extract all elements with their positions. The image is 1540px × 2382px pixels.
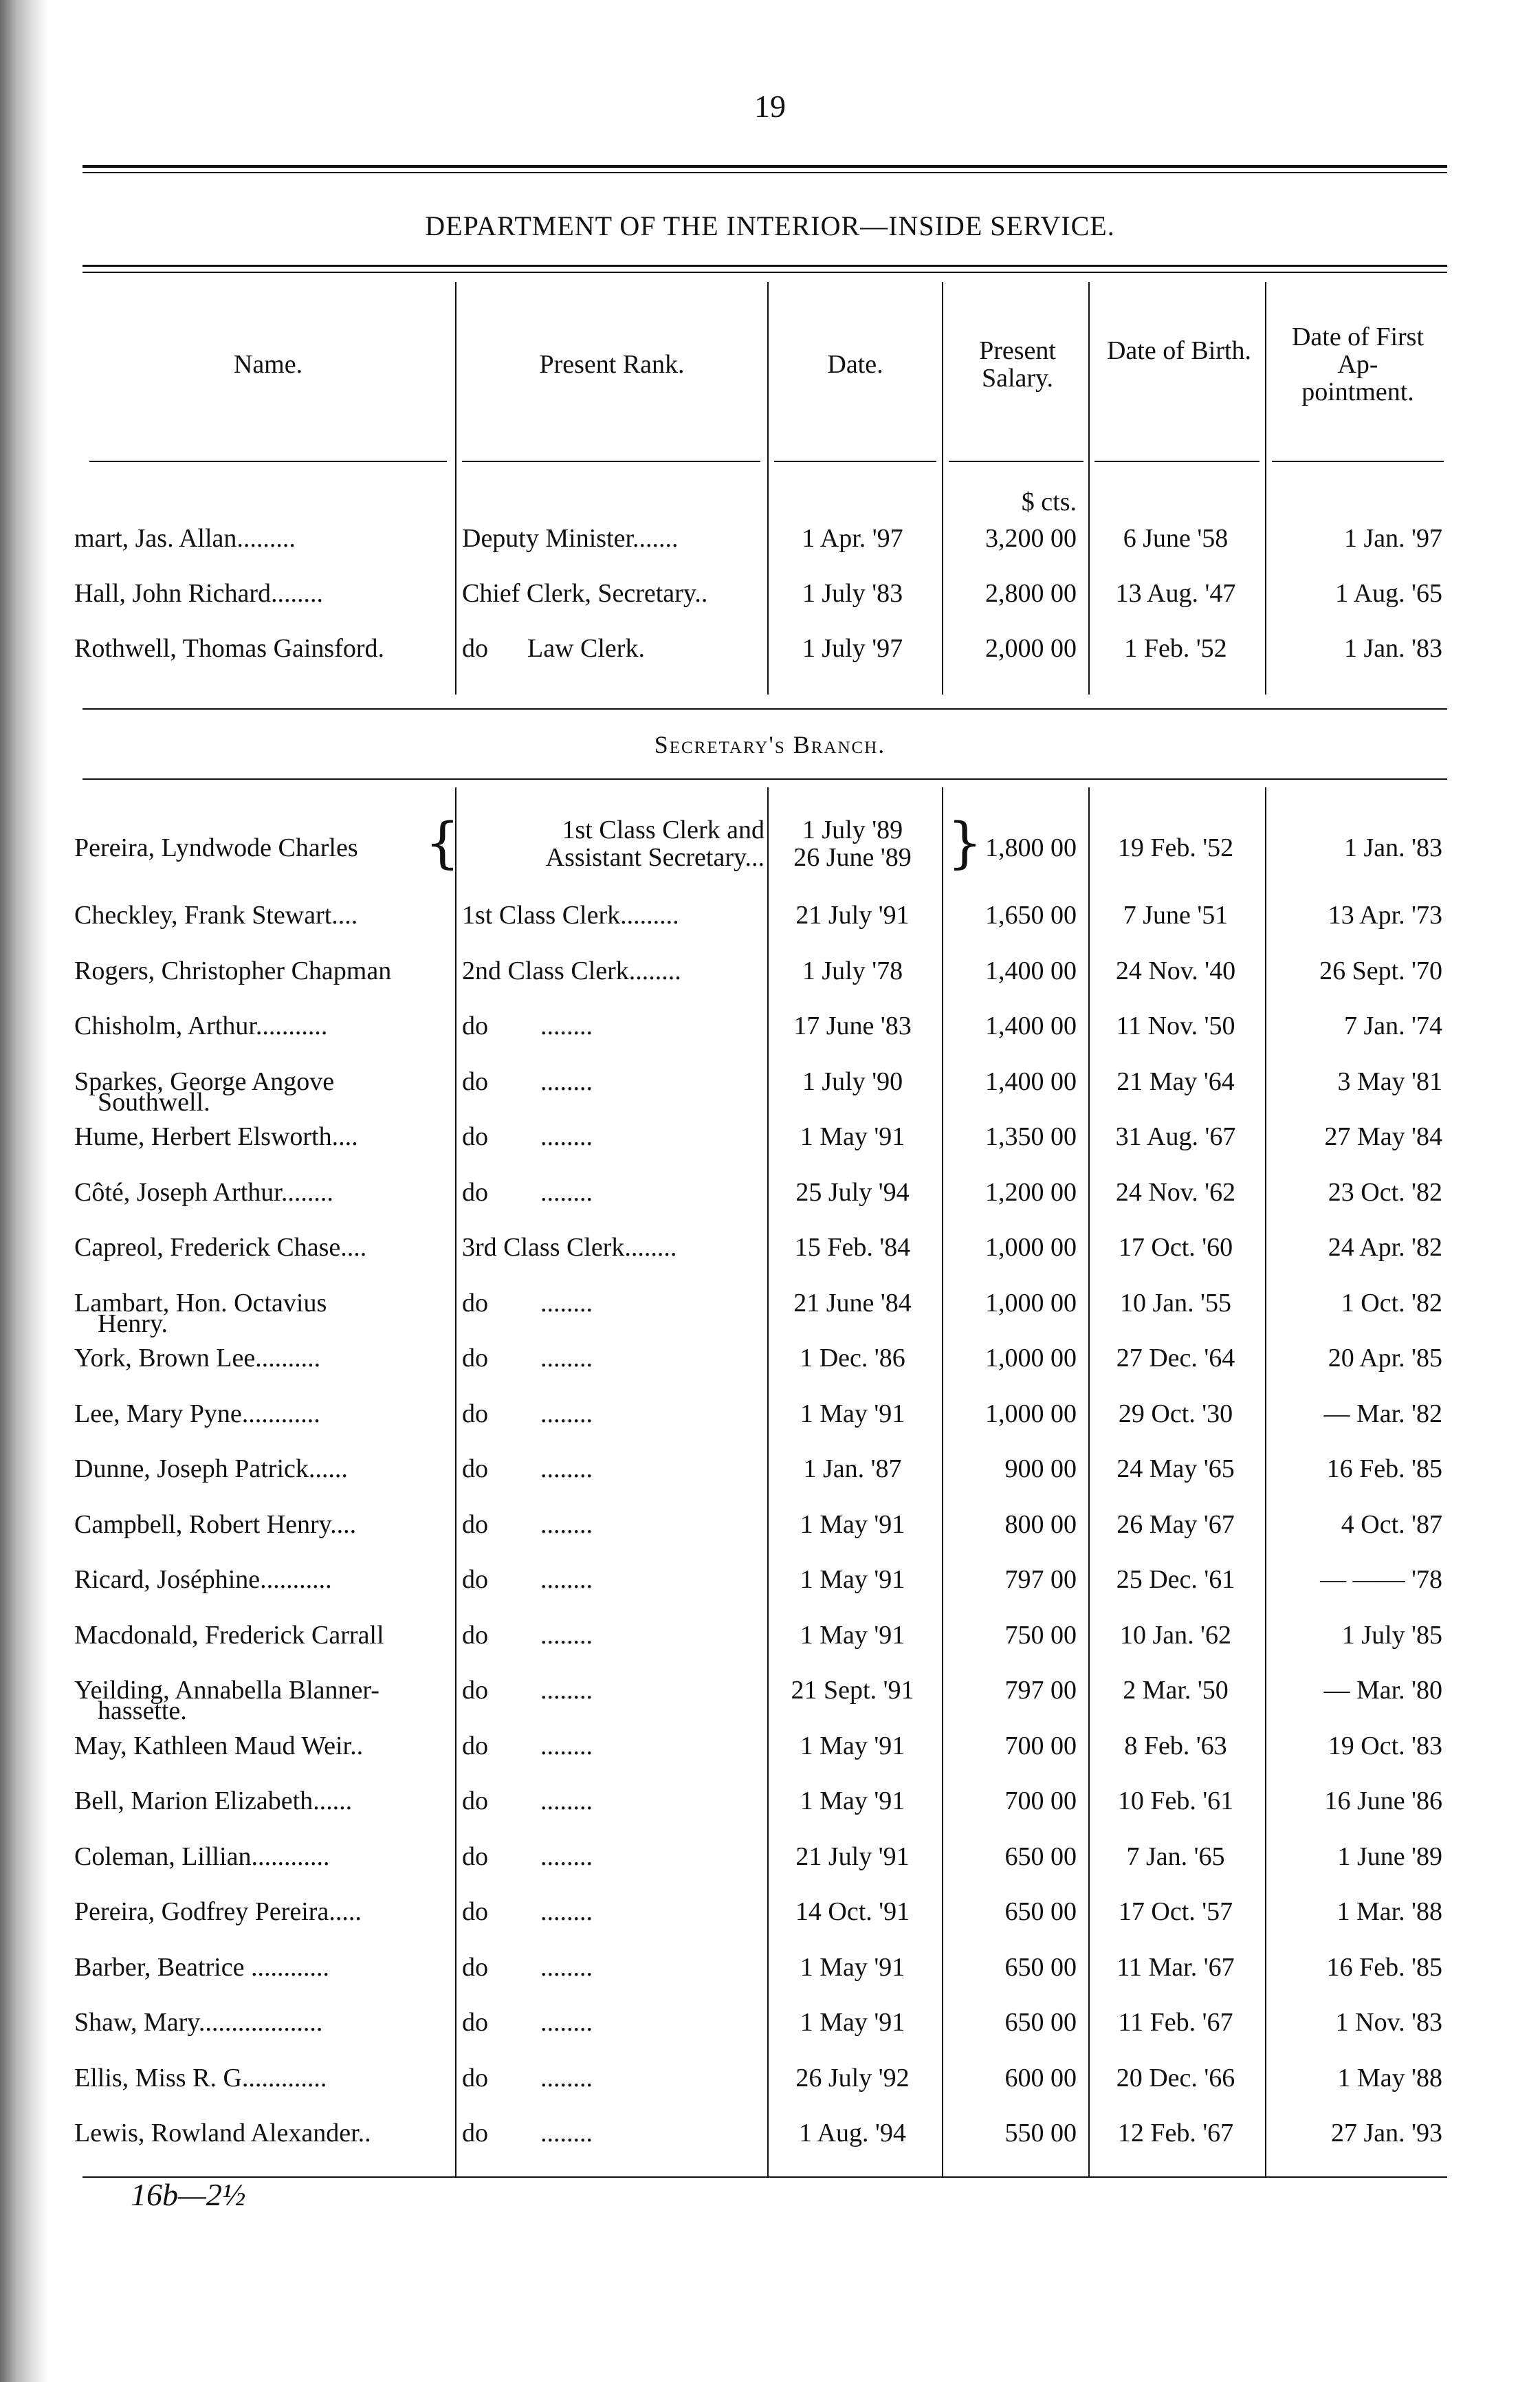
cell-date: 1 July '97 xyxy=(802,634,903,663)
cell-date: 1 Jan. '87 xyxy=(803,1454,902,1483)
cell-rank: do ........ xyxy=(462,1731,593,1760)
header-underline xyxy=(1094,461,1260,462)
cell-appointment: 1 June '89 xyxy=(1337,1842,1442,1871)
header-rule xyxy=(82,265,1447,267)
cell-appointment: 27 May '84 xyxy=(1324,1122,1442,1151)
cell-name: York, Brown Lee.......... xyxy=(74,1344,321,1373)
cell-rank: do ........ xyxy=(462,1565,593,1594)
cell-rank: do ........ xyxy=(462,1344,593,1373)
table-row xyxy=(0,1842,1540,1897)
cell-birth: 27 Dec. '64 xyxy=(1116,1344,1235,1373)
table-row xyxy=(0,1012,1540,1067)
cell-birth: 10 Jan. '55 xyxy=(1119,1289,1231,1318)
footer-signature: 16b—2½ xyxy=(131,2177,246,2212)
cell-name: Shaw, Mary................... xyxy=(74,2008,323,2037)
cell-birth: 17 Oct. '57 xyxy=(1118,1897,1233,1926)
cell-date: 1 May '91 xyxy=(800,2008,905,2037)
cell-date: 1 May '91 xyxy=(800,1510,905,1539)
cell-date: 17 June '83 xyxy=(793,1012,912,1040)
top-rule-thin xyxy=(82,172,1447,173)
cell-birth: 20 Dec. '66 xyxy=(1116,2064,1235,2093)
cell-date: 1 May '91 xyxy=(800,1122,905,1151)
cell-birth: 13 Aug. '47 xyxy=(1115,579,1236,608)
table-row xyxy=(0,1122,1540,1177)
cell-name: Lee, Mary Pyne............ xyxy=(74,1399,320,1428)
cell-rank: do ........ xyxy=(462,2064,593,2093)
cell-name: mart, Jas. Allan......... xyxy=(74,524,296,553)
cell-date: 15 Feb. '84 xyxy=(794,1233,911,1262)
cell-date: 21 June '84 xyxy=(793,1289,912,1318)
cell-salary: 1,200 00 xyxy=(985,1178,1077,1207)
cell-salary: 1,400 00 xyxy=(985,957,1077,985)
cell-name: Ellis, Miss R. G............. xyxy=(74,2064,327,2093)
cell-appointment: 16 Feb. '85 xyxy=(1326,1953,1442,1982)
cell-date: 1 May '91 xyxy=(800,1953,905,1982)
cell-appointment: 16 June '86 xyxy=(1324,1786,1442,1815)
brace-right: } xyxy=(947,811,982,875)
table-row xyxy=(0,2064,1540,2119)
page-number: 19 xyxy=(754,89,786,124)
cell-rank: Chief Clerk, Secretary.. xyxy=(462,579,708,608)
cell-birth: 17 Oct. '60 xyxy=(1118,1233,1233,1262)
cell-salary: 2,800 00 xyxy=(985,579,1077,608)
table-row xyxy=(0,1510,1540,1565)
table-row xyxy=(0,2008,1540,2063)
table-row xyxy=(0,1067,1540,1122)
cell-date: 1 May '91 xyxy=(800,1731,905,1760)
cell-birth: 2 Mar. '50 xyxy=(1123,1676,1229,1705)
brace-left: { xyxy=(425,811,460,875)
cell-rank: do ........ xyxy=(462,1510,593,1539)
cell-birth: 7 Jan. '65 xyxy=(1126,1842,1225,1871)
cell-salary: 650 00 xyxy=(1004,1953,1077,1982)
table-row xyxy=(0,1621,1540,1676)
cell-appointment: 4 Oct. '87 xyxy=(1341,1510,1442,1539)
cell-salary: 700 00 xyxy=(1004,1731,1077,1760)
table-row xyxy=(0,1344,1540,1399)
table-row xyxy=(0,1676,1540,1731)
cell-name: Hume, Herbert Elsworth.... xyxy=(74,1122,358,1151)
cell-date-line1: 1 July '89 xyxy=(802,816,903,844)
cell-appointment: 16 Feb. '85 xyxy=(1326,1454,1442,1483)
cell-rank: do ........ xyxy=(462,1786,593,1815)
header-underline xyxy=(1272,461,1444,462)
table-row xyxy=(0,579,1540,634)
cell-salary: 1,650 00 xyxy=(985,901,1077,930)
cell-name: Lewis, Rowland Alexander.. xyxy=(74,2119,371,2148)
cell-birth: 31 Aug. '67 xyxy=(1115,1122,1236,1151)
table-row xyxy=(0,1953,1540,2008)
cell-salary: 1,350 00 xyxy=(985,1122,1077,1151)
cell-salary: 3,200 00 xyxy=(985,524,1077,553)
cell-date: 1 May '91 xyxy=(800,1565,905,1594)
cell-birth: 29 Oct. '30 xyxy=(1118,1399,1233,1428)
table-row xyxy=(0,2119,1540,2174)
cell-name: Chisholm, Arthur........... xyxy=(74,1012,328,1040)
cell-rank: do Law Clerk. xyxy=(462,634,645,663)
cell-name: Macdonald, Frederick Carrall xyxy=(74,1621,384,1650)
cell-salary: 1,000 00 xyxy=(985,1344,1077,1373)
cell-rank: do ........ xyxy=(462,1178,593,1207)
cell-name: Coleman, Lillian............ xyxy=(74,1842,330,1871)
document-title: DEPARTMENT OF THE INTERIOR—INSIDE SERVICE. xyxy=(425,210,1115,241)
cell-birth: 10 Jan. '62 xyxy=(1119,1621,1231,1650)
cell-salary: 600 00 xyxy=(1004,2064,1077,2093)
cell-name: Pereira, Lyndwode Charles xyxy=(74,833,358,862)
table-row xyxy=(0,634,1540,689)
cell-date-line2: 26 June '89 xyxy=(793,843,912,872)
cell-rank: do ........ xyxy=(462,1953,593,1982)
cell-salary: 1,000 00 xyxy=(985,1399,1077,1428)
cell-salary: 1,800 00 xyxy=(985,833,1077,862)
header-underline xyxy=(462,461,760,462)
cell-birth: 19 Feb. '52 xyxy=(1117,833,1234,862)
cell-salary: 650 00 xyxy=(1004,1842,1077,1871)
cell-appointment: — —— '78 xyxy=(1320,1565,1442,1594)
cell-birth: 7 June '51 xyxy=(1123,901,1229,930)
cell-date: 1 July '90 xyxy=(802,1067,903,1096)
table-row xyxy=(0,811,1540,880)
cell-rank: do ........ xyxy=(462,1122,593,1151)
table-row xyxy=(0,1786,1540,1842)
cell-salary: 2,000 00 xyxy=(985,634,1077,663)
cell-date: 1 May '91 xyxy=(800,1399,905,1428)
cell-rank: do ........ xyxy=(462,2119,593,2148)
cell-salary: 650 00 xyxy=(1004,2008,1077,2037)
cell-birth: 6 June '58 xyxy=(1123,524,1229,553)
column-header-birth: Date of Birth. xyxy=(1106,336,1251,365)
cell-rank: do ........ xyxy=(462,1289,593,1318)
header-underline xyxy=(949,461,1084,462)
cell-appointment: 26 Sept. '70 xyxy=(1319,957,1442,985)
cell-appointment: 1 Oct. '82 xyxy=(1341,1289,1442,1318)
cell-rank: do ........ xyxy=(462,1067,593,1096)
cell-name-continued: hassette. xyxy=(98,1696,187,1725)
cell-birth: 11 Mar. '67 xyxy=(1116,1953,1235,1982)
top-rule xyxy=(82,165,1447,168)
section-rule xyxy=(82,708,1447,710)
header-underline xyxy=(89,461,447,462)
cell-name: Ricard, Joséphine........... xyxy=(74,1565,332,1594)
table-row xyxy=(0,1233,1540,1288)
cell-appointment: 23 Oct. '82 xyxy=(1328,1178,1442,1207)
cell-birth: 11 Feb. '67 xyxy=(1118,2008,1233,2037)
cell-date: 21 July '91 xyxy=(795,901,910,930)
cell-birth: 26 May '67 xyxy=(1116,1510,1235,1539)
cell-rank: do ........ xyxy=(462,1012,593,1040)
cell-birth: 11 Nov. '50 xyxy=(1116,1012,1235,1040)
cell-name-continued: Henry. xyxy=(98,1309,168,1338)
table-row xyxy=(0,901,1540,956)
cell-salary: 650 00 xyxy=(1004,1897,1077,1926)
cell-appointment: 20 Apr. '85 xyxy=(1328,1344,1442,1373)
cell-appointment: 19 Oct. '83 xyxy=(1328,1731,1442,1760)
cell-name: Sparkes, George Angove xyxy=(74,1067,335,1096)
column-header-date: Date. xyxy=(827,350,883,379)
cell-appointment: 1 May '88 xyxy=(1337,2064,1442,2093)
cell-name: Côté, Joseph Arthur........ xyxy=(74,1178,333,1207)
cell-salary: 700 00 xyxy=(1004,1786,1077,1815)
cell-appointment: — Mar. '80 xyxy=(1323,1676,1442,1705)
cell-name: Rothwell, Thomas Gainsford. xyxy=(74,634,385,663)
table-row xyxy=(0,1289,1540,1344)
cell-appointment: 27 Jan. '93 xyxy=(1330,2119,1442,2148)
cell-rank: 1st Class Clerk......... xyxy=(462,901,679,930)
cell-name: Dunne, Joseph Patrick...... xyxy=(74,1454,348,1483)
cell-salary: 900 00 xyxy=(1004,1454,1077,1483)
table-row xyxy=(0,524,1540,579)
currency-label: $ cts. xyxy=(1021,488,1077,516)
cell-salary: 797 00 xyxy=(1004,1676,1077,1705)
column-header-name: Name. xyxy=(233,350,303,379)
cell-rank: do ........ xyxy=(462,1454,593,1483)
cell-date: 1 July '78 xyxy=(802,957,903,985)
cell-name: Capreol, Frederick Chase.... xyxy=(74,1233,367,1262)
cell-salary: 1,000 00 xyxy=(985,1233,1077,1262)
cell-name-continued: Southwell. xyxy=(98,1088,210,1117)
table-row xyxy=(0,1178,1540,1233)
cell-birth: 1 Feb. '52 xyxy=(1124,634,1227,663)
cell-appointment: 13 Apr. '73 xyxy=(1328,901,1442,930)
cell-rank: do ........ xyxy=(462,1399,593,1428)
header-rule-thin xyxy=(82,272,1447,273)
cell-salary: 800 00 xyxy=(1004,1510,1077,1539)
cell-rank: do ........ xyxy=(462,1842,593,1871)
cell-appointment: 24 Apr. '82 xyxy=(1328,1233,1442,1262)
cell-appointment: 3 May '81 xyxy=(1337,1067,1442,1096)
table-row xyxy=(0,1454,1540,1509)
cell-salary: 750 00 xyxy=(1004,1621,1077,1650)
column-header-salary: Present Salary. xyxy=(979,336,1056,393)
cell-rank: do ........ xyxy=(462,1621,593,1650)
cell-appointment: — Mar. '82 xyxy=(1323,1399,1442,1428)
cell-rank: 3rd Class Clerk........ xyxy=(462,1233,677,1262)
cell-date: 1 Dec. '86 xyxy=(800,1344,905,1373)
cell-rank: do ........ xyxy=(462,1897,593,1926)
cell-date: 1 July '83 xyxy=(802,579,903,608)
cell-rank: do ........ xyxy=(462,1676,593,1705)
cell-appointment: 1 July '85 xyxy=(1341,1621,1442,1650)
cell-name: Pereira, Godfrey Pereira..... xyxy=(74,1897,362,1926)
bottom-rule xyxy=(82,2176,1447,2178)
cell-date: 21 Sept. '91 xyxy=(791,1676,914,1705)
cell-name: Bell, Marion Elizabeth...... xyxy=(74,1786,353,1815)
cell-appointment: 1 Mar. '88 xyxy=(1336,1897,1442,1926)
cell-birth: 21 May '64 xyxy=(1116,1067,1235,1096)
cell-rank: 2nd Class Clerk........ xyxy=(462,957,681,985)
cell-birth: 10 Feb. '61 xyxy=(1117,1786,1234,1815)
cell-date: 1 May '91 xyxy=(800,1621,905,1650)
cell-name: Barber, Beatrice ............ xyxy=(74,1953,329,1982)
cell-birth: 25 Dec. '61 xyxy=(1116,1565,1235,1594)
section-rule xyxy=(82,778,1447,780)
cell-birth: 24 Nov. '40 xyxy=(1115,957,1236,985)
cell-date: 21 July '91 xyxy=(795,1842,910,1871)
cell-date: 26 July '92 xyxy=(795,2064,910,2093)
table-row xyxy=(0,957,1540,1012)
cell-birth: 24 Nov. '62 xyxy=(1115,1178,1236,1207)
cell-appointment: 7 Jan. '74 xyxy=(1343,1012,1442,1040)
cell-appointment: 1 Jan. '83 xyxy=(1343,634,1442,663)
cell-date: 1 May '91 xyxy=(800,1786,905,1815)
cell-rank-line1: 1st Class Clerk and xyxy=(562,816,764,844)
cell-date: 25 July '94 xyxy=(795,1178,910,1207)
cell-rank: do ........ xyxy=(462,2008,593,2037)
table-row xyxy=(0,1565,1540,1620)
column-header-rank: Present Rank. xyxy=(539,350,685,379)
cell-date: 14 Oct. '91 xyxy=(795,1897,910,1926)
cell-appointment: 1 Jan. '83 xyxy=(1343,833,1442,862)
cell-birth: 8 Feb. '63 xyxy=(1124,1731,1227,1760)
cell-rank-line2: Assistant Secretary... xyxy=(545,843,764,872)
cell-salary: 1,000 00 xyxy=(985,1289,1077,1318)
cell-appointment: 1 Jan. '97 xyxy=(1343,524,1442,553)
cell-birth: 24 May '65 xyxy=(1116,1454,1235,1483)
cell-appointment: 1 Nov. '83 xyxy=(1335,2008,1442,2037)
cell-name: Yeilding, Annabella Blanner- xyxy=(74,1676,380,1705)
cell-date: 1 Aug. '94 xyxy=(799,2119,906,2148)
column-header-appointment: Date of First Ap-pointment. xyxy=(1291,323,1424,406)
table-row xyxy=(0,1399,1540,1454)
cell-name: Lambart, Hon. Octavius xyxy=(74,1289,327,1318)
table-row xyxy=(0,1731,1540,1786)
cell-name: Checkley, Frank Stewart.... xyxy=(74,901,358,930)
table-row xyxy=(0,1897,1540,1952)
cell-salary: 1,400 00 xyxy=(985,1012,1077,1040)
cell-name: Rogers, Christopher Chapman xyxy=(74,957,392,985)
cell-salary: 550 00 xyxy=(1004,2119,1077,2148)
cell-rank: Deputy Minister....... xyxy=(462,524,679,553)
cell-name: Hall, John Richard........ xyxy=(74,579,324,608)
cell-name: May, Kathleen Maud Weir.. xyxy=(74,1731,364,1760)
cell-appointment: 1 Aug. '65 xyxy=(1335,579,1442,608)
cell-date: 1 Apr. '97 xyxy=(802,524,903,553)
cell-name: Campbell, Robert Henry.... xyxy=(74,1510,357,1539)
cell-salary: 1,400 00 xyxy=(985,1067,1077,1096)
header-underline xyxy=(774,461,936,462)
cell-salary: 797 00 xyxy=(1004,1565,1077,1594)
section-title: Secretary's Branch. xyxy=(654,731,886,758)
cell-birth: 12 Feb. '67 xyxy=(1117,2119,1234,2148)
